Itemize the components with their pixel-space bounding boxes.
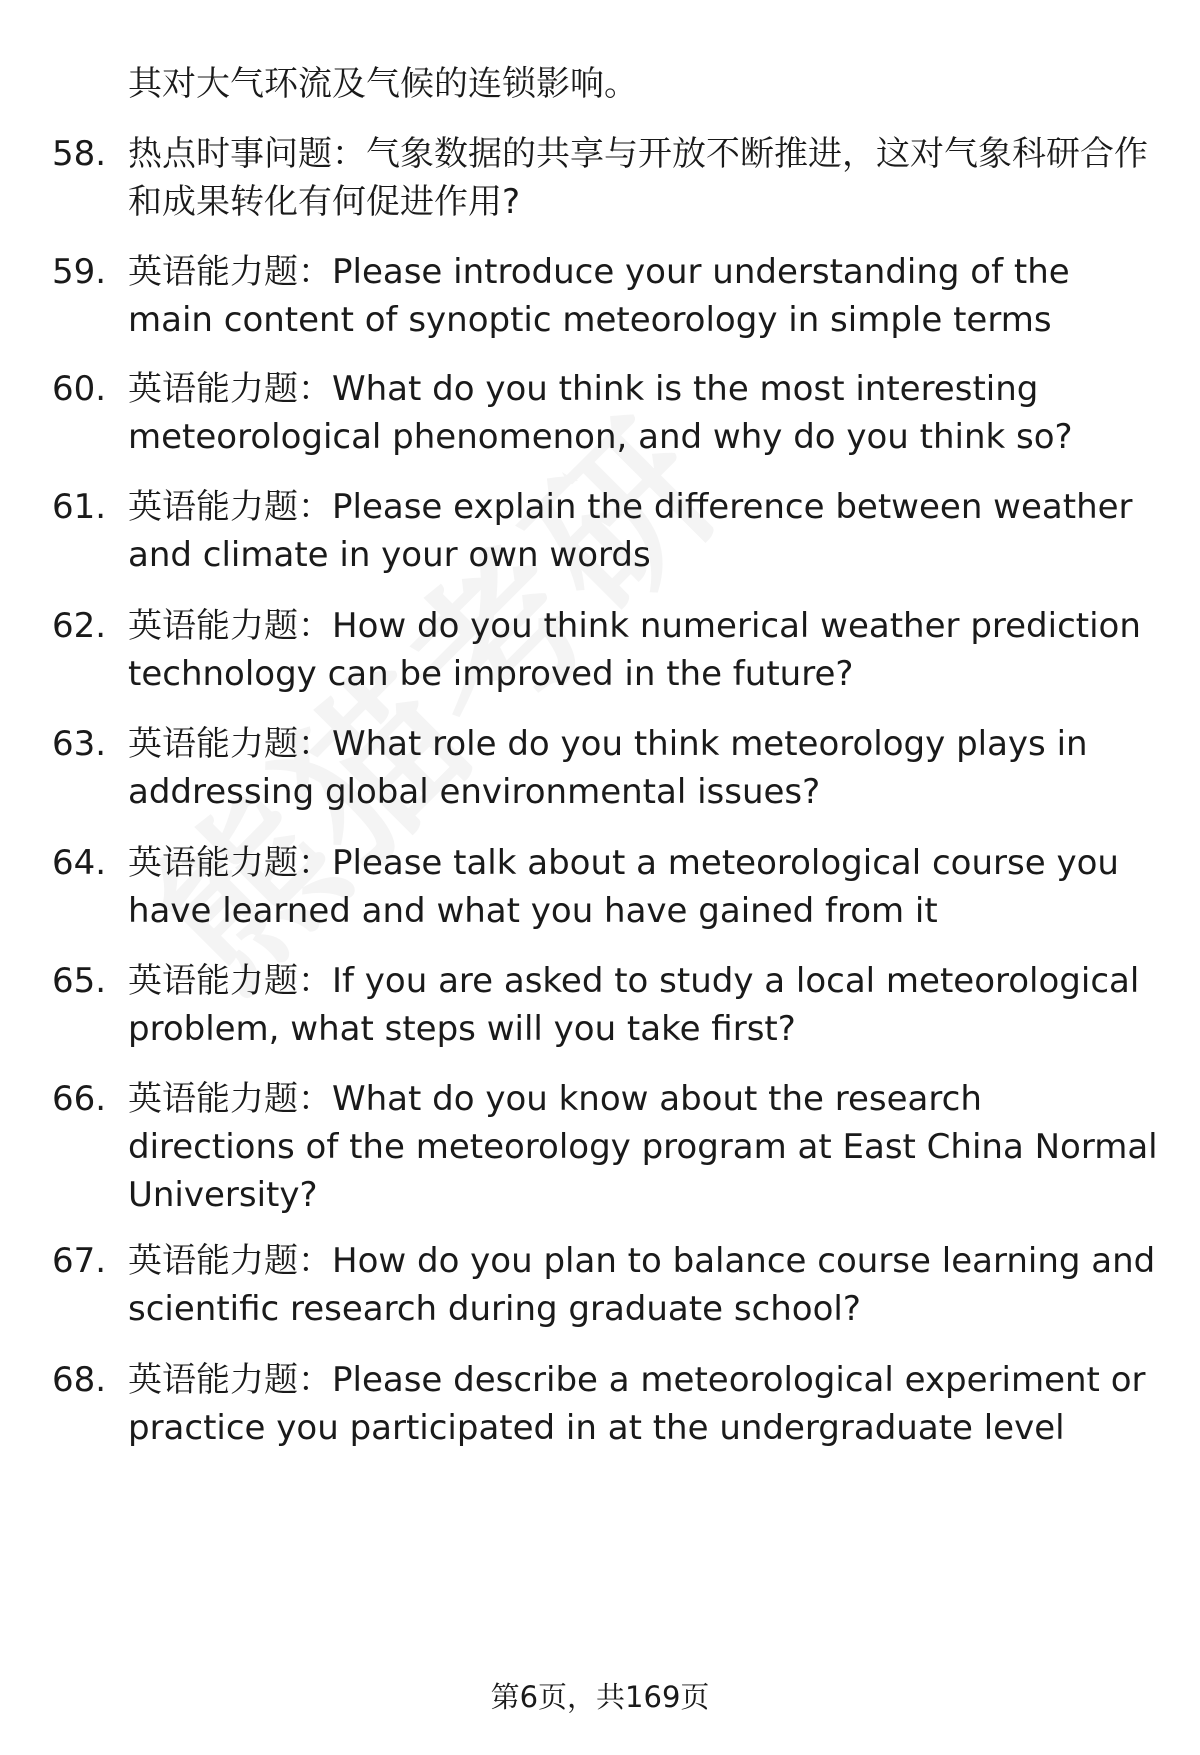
page-number-footer: 第6页，共169页 bbox=[490, 1680, 710, 1714]
question-number: 60. bbox=[52, 369, 107, 409]
question-number: 59. bbox=[52, 252, 107, 292]
question-text: 英语能力题：Please describe a meteorological experiment or practice you participated in at the undergraduate level bbox=[128, 1360, 1146, 1448]
question-number: 64. bbox=[52, 843, 107, 883]
question-text: 英语能力题：If you are asked to study a local meteorological problem, what steps will you take first? bbox=[128, 961, 1140, 1049]
question-number: 61. bbox=[52, 487, 107, 527]
question-text: 英语能力题：Please introduce your understanding of the main content of synoptic meteorology in simple terms bbox=[128, 252, 1070, 340]
question-number: 68. bbox=[52, 1360, 107, 1400]
question-text: 英语能力题：How do you think numerical weather prediction technology can be improved in the future? bbox=[128, 606, 1141, 694]
question-text: 英语能力题：Please talk about a meteorological course you have learned and what you have gained from it bbox=[128, 843, 1119, 931]
question-text: 热点时事问题：气象数据的共享与开放不断推进，这对气象科研合作和成果转化有何促进作用? bbox=[128, 134, 1148, 222]
question-number: 63. bbox=[52, 724, 107, 764]
question-number: 67. bbox=[52, 1241, 107, 1281]
question-text: 英语能力题：Please explain the difference between weather and climate in your own words bbox=[128, 487, 1133, 575]
question-text: 英语能力题：How do you plan to balance course learning and scientific research during graduate school? bbox=[128, 1241, 1156, 1329]
question-number: 65. bbox=[52, 961, 107, 1001]
question-number: 62. bbox=[52, 606, 107, 646]
continued-text: 其对大气环流及气候的连锁影响。 bbox=[128, 64, 638, 104]
question-text: 英语能力题：What do you think is the most interesting meteorological phenomenon, and why do you think so? bbox=[128, 369, 1073, 457]
question-text: 英语能力题：What role do you think meteorology plays in addressing global environmental issues? bbox=[128, 724, 1088, 812]
question-number: 58. bbox=[52, 134, 107, 174]
question-text: 英语能力题：What do you know about the research directions of the meteorology program at East China Normal University? bbox=[128, 1079, 1158, 1215]
question-number: 66. bbox=[52, 1079, 107, 1119]
